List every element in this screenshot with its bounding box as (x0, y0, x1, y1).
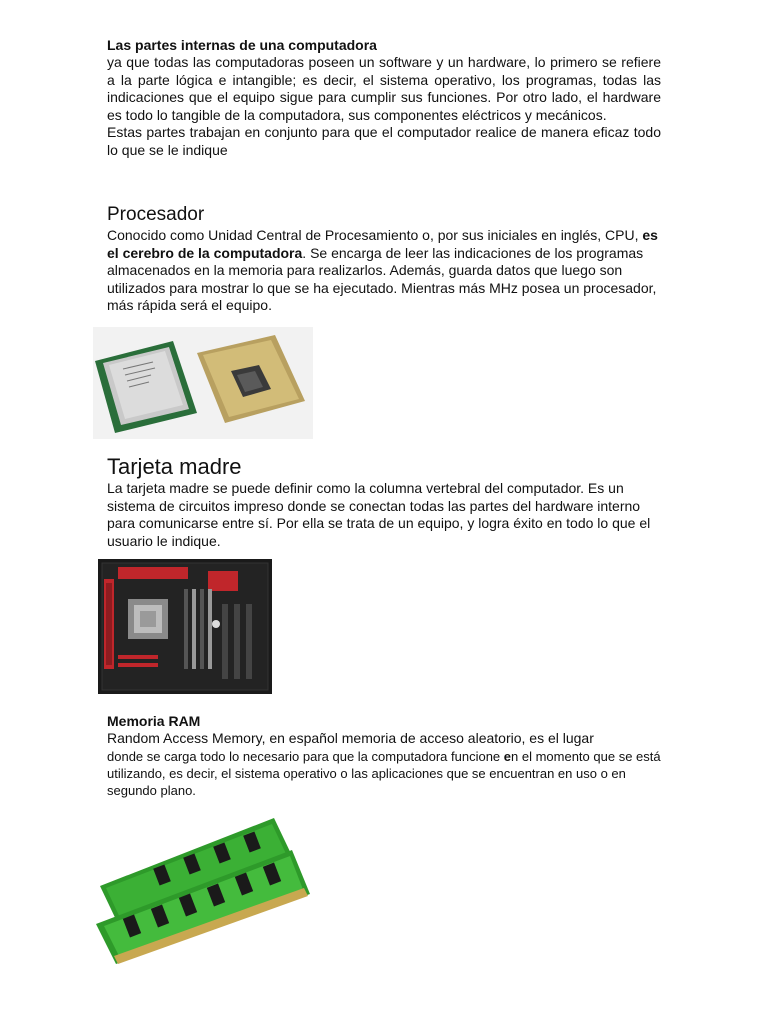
intro-section (107, 37, 661, 159)
ram-text-bold: e (503, 748, 512, 764)
intro-title: Las partes internas de una computadora (107, 37, 377, 53)
procesador-heading: Procesador (107, 204, 205, 225)
ram-text-a: donde se carga todo lo necesario para que la computadora funcione (107, 748, 504, 764)
processor-image (93, 327, 313, 439)
ram-text (107, 748, 661, 799)
ram-line-1: Random Access Memory, en español memoria de acceso aleatorio, es el lugar (107, 730, 594, 746)
motherboard-image (98, 559, 272, 694)
procesador-section (107, 203, 661, 315)
ram-section (107, 713, 661, 799)
procesador-text-bold: es el cerebro de la computadora (107, 227, 658, 261)
tarjeta-section (107, 454, 661, 550)
procesador-text-b: . Se encarga de leer las indicaciones de los programas almacenados en la memoria para realizarlos. Además, guarda datos que luego son utilizados para mostrar lo que se ha ejecutado. Mientras más MHz posea un procesador, más rápida será el equipo. (107, 244, 657, 313)
procesador-text-a: Conocido como Unidad Central de Procesamiento o, por sus iniciales en inglés, CPU, (107, 227, 643, 243)
intro-paragraph-1: ya que todas las computadoras poseen un software y un hardware, lo primero se refiere a la parte lógica e intangible; es decir, el sistema operativo, los programas, todas las indicaciones que el equipo sigue para cumplir sus funciones. Por otro lado, el hardware es todo lo tangible de la computadora, sus componentes eléctricos y mecánicos. (107, 54, 661, 123)
tarjeta-text: La tarjeta madre se puede definir como la columna vertebral del computador. Es un sistema de circuitos impreso donde se conectan todas las partes del hardware interno para comunicarse entre sí. Por ella se trata de un equipo, y logra éxito en todo lo que el usuario le indique. (107, 480, 651, 549)
procesador-text (107, 227, 661, 315)
ram-text-b: n el momento que se está utilizando, es decir, el sistema operativo o las aplicaciones que se encuentran en uso o en segundo plano. (107, 748, 661, 798)
tarjeta-heading: Tarjeta madre (107, 454, 242, 479)
ram-image (96, 816, 318, 966)
ram-heading: Memoria RAM (107, 713, 201, 729)
intro-paragraph-2: Estas partes trabajan en conjunto para que el computador realice de manera eficaz todo lo que se le indique (107, 124, 661, 158)
